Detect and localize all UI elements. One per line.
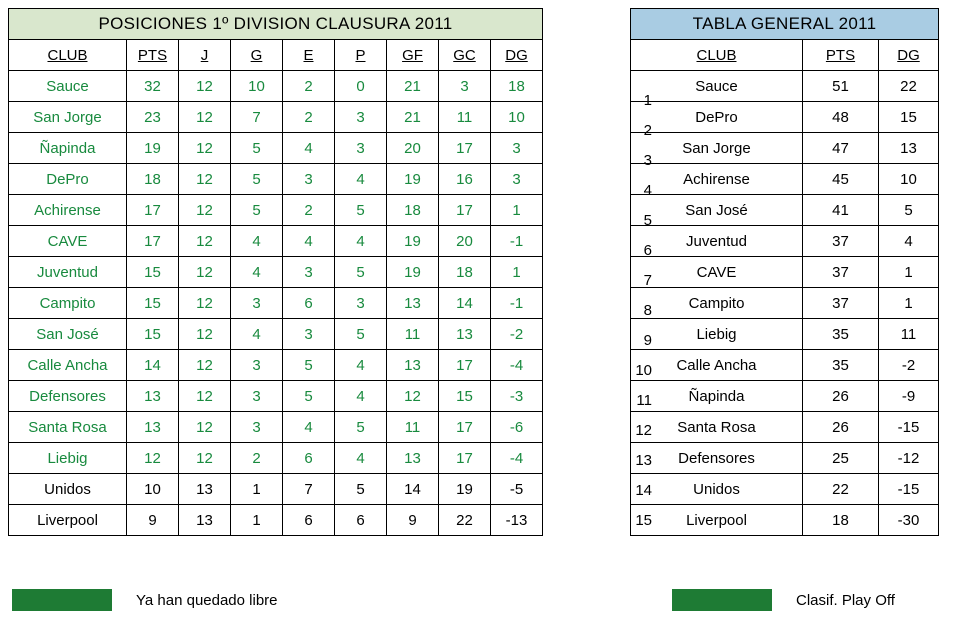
left-cell-gc: 15 — [439, 381, 491, 412]
table-row — [9, 412, 543, 443]
right-cell-club: Calle Ancha — [631, 350, 803, 381]
left-cell-g: 10 — [231, 71, 283, 102]
legend-swatch-icon — [12, 589, 112, 611]
right-cell-club: Defensores — [631, 443, 803, 474]
left-cell-e: 4 — [283, 226, 335, 257]
rank-value: 15 — [635, 512, 652, 529]
left-cell-club: Achirense — [9, 195, 127, 226]
clausura-standings-table — [8, 8, 543, 536]
left-cell-pts: 15 — [127, 257, 179, 288]
left-header-row — [9, 40, 543, 71]
table-row — [631, 381, 939, 412]
left-cell-p: 5 — [335, 319, 387, 350]
left-cell-e: 2 — [283, 195, 335, 226]
left-cell-e: 6 — [283, 443, 335, 474]
table-row — [9, 319, 543, 350]
table-row — [9, 71, 543, 102]
right-cell-pts: 51 — [803, 71, 879, 102]
rank-value: 6 — [643, 242, 652, 259]
left-cell-p: 4 — [335, 164, 387, 195]
left-cell-pts: 19 — [127, 133, 179, 164]
left-cell-gf: 11 — [387, 319, 439, 350]
left-cell-dg: 18 — [491, 71, 543, 102]
left-cell-dg: -13 — [491, 505, 543, 536]
left-cell-g: 7 — [231, 102, 283, 133]
left-cell-pts: 14 — [127, 350, 179, 381]
left-cell-dg: -2 — [491, 319, 543, 350]
left-cell-pts: 23 — [127, 102, 179, 133]
right-cell-pts: 48 — [803, 102, 879, 133]
left-cell-g: 5 — [231, 133, 283, 164]
left-cell-e: 4 — [283, 133, 335, 164]
table-row — [9, 350, 543, 381]
left-cell-g: 1 — [231, 474, 283, 505]
left-cell-p: 4 — [335, 443, 387, 474]
left-cell-p: 5 — [335, 412, 387, 443]
table-row — [9, 195, 543, 226]
rank-value: 9 — [643, 332, 652, 349]
rank-value: 4 — [643, 182, 652, 199]
left-header-dg: DG — [491, 40, 543, 71]
left-cell-e: 5 — [283, 381, 335, 412]
table-row — [631, 505, 939, 536]
left-cell-gc: 17 — [439, 443, 491, 474]
left-cell-e: 3 — [283, 319, 335, 350]
right-cell-pts: 35 — [803, 319, 879, 350]
left-header-gc: GC — [439, 40, 491, 71]
left-cell-club: Campito — [9, 288, 127, 319]
right-cell-club: San Jorge — [631, 133, 803, 164]
left-header-pts: PTS — [127, 40, 179, 71]
left-cell-j: 12 — [179, 133, 231, 164]
legend — [0, 589, 962, 619]
left-cell-club: DePro — [9, 164, 127, 195]
left-cell-pts: 15 — [127, 319, 179, 350]
left-cell-club: Liverpool — [9, 505, 127, 536]
left-cell-p: 3 — [335, 288, 387, 319]
left-cell-gf: 19 — [387, 164, 439, 195]
right-cell-pts: 45 — [803, 164, 879, 195]
left-cell-j: 12 — [179, 102, 231, 133]
legend-label-libre: Ya han quedado libre — [136, 591, 278, 609]
left-cell-club: Juventud — [9, 257, 127, 288]
table-row — [9, 164, 543, 195]
right-cell-pts: 22 — [803, 474, 879, 505]
left-cell-dg: 3 — [491, 133, 543, 164]
right-cell-pts: 35 — [803, 350, 879, 381]
left-header-e: E — [283, 40, 335, 71]
left-cell-club: Santa Rosa — [9, 412, 127, 443]
left-cell-gc: 17 — [439, 412, 491, 443]
left-cell-j: 12 — [179, 350, 231, 381]
left-cell-pts: 10 — [127, 474, 179, 505]
right-title-row — [631, 9, 939, 40]
right-cell-pts: 18 — [803, 505, 879, 536]
table-row — [9, 102, 543, 133]
table-row — [631, 164, 939, 195]
left-cell-g: 5 — [231, 164, 283, 195]
right-cell-club: Juventud — [631, 226, 803, 257]
left-cell-j: 12 — [179, 164, 231, 195]
left-cell-p: 4 — [335, 350, 387, 381]
right-cell-dg: 4 — [879, 226, 939, 257]
rank-value: 12 — [635, 422, 652, 439]
left-cell-pts: 18 — [127, 164, 179, 195]
rank-value: 3 — [643, 152, 652, 169]
table-row — [631, 350, 939, 381]
left-header-p: P — [335, 40, 387, 71]
left-cell-e: 3 — [283, 257, 335, 288]
table-row — [631, 195, 939, 226]
right-cell-dg: 11 — [879, 319, 939, 350]
right-table-title: TABLA GENERAL 2011 — [631, 9, 939, 40]
left-cell-dg: -4 — [491, 350, 543, 381]
right-header-row — [631, 40, 939, 71]
left-cell-dg: 1 — [491, 195, 543, 226]
table-row — [631, 412, 939, 443]
left-cell-e: 3 — [283, 164, 335, 195]
left-header-g: G — [231, 40, 283, 71]
right-header-dg: DG — [879, 40, 939, 71]
right-cell-pts: 41 — [803, 195, 879, 226]
left-cell-club: San Jorge — [9, 102, 127, 133]
right-cell-club: Unidos — [631, 474, 803, 505]
right-cell-pts: 37 — [803, 288, 879, 319]
table-row — [9, 257, 543, 288]
left-cell-j: 12 — [179, 288, 231, 319]
table-row — [631, 226, 939, 257]
right-cell-dg: -2 — [879, 350, 939, 381]
left-cell-g: 2 — [231, 443, 283, 474]
right-cell-dg: -15 — [879, 412, 939, 443]
legend-label-playoff: Clasif. Play Off — [796, 591, 895, 609]
left-cell-j: 12 — [179, 71, 231, 102]
left-cell-p: 0 — [335, 71, 387, 102]
table-row — [9, 226, 543, 257]
rank-value: 8 — [643, 302, 652, 319]
left-table-title: POSICIONES 1º DIVISION CLAUSURA 2011 — [9, 9, 543, 40]
legend-item-libre — [12, 589, 278, 611]
table-row — [9, 443, 543, 474]
right-cell-dg: -30 — [879, 505, 939, 536]
left-cell-gf: 13 — [387, 350, 439, 381]
left-cell-pts: 17 — [127, 195, 179, 226]
right-cell-dg: -15 — [879, 474, 939, 505]
left-cell-g: 3 — [231, 381, 283, 412]
left-cell-dg: -4 — [491, 443, 543, 474]
left-cell-j: 12 — [179, 412, 231, 443]
left-cell-gc: 20 — [439, 226, 491, 257]
left-cell-dg: -3 — [491, 381, 543, 412]
right-cell-club: Achirense — [631, 164, 803, 195]
left-cell-pts: 15 — [127, 288, 179, 319]
left-cell-dg: 3 — [491, 164, 543, 195]
left-header-gf: GF — [387, 40, 439, 71]
left-cell-pts: 12 — [127, 443, 179, 474]
rank-value: 5 — [643, 212, 652, 229]
table-row — [631, 71, 939, 102]
left-cell-dg: 1 — [491, 257, 543, 288]
right-cell-club: Santa Rosa — [631, 412, 803, 443]
right-cell-pts: 37 — [803, 226, 879, 257]
left-cell-g: 5 — [231, 195, 283, 226]
table-row — [9, 288, 543, 319]
left-cell-g: 3 — [231, 412, 283, 443]
left-cell-e: 7 — [283, 474, 335, 505]
left-cell-g: 4 — [231, 226, 283, 257]
general-standings-panel — [630, 8, 955, 536]
left-cell-gf: 21 — [387, 102, 439, 133]
left-header-j: J — [179, 40, 231, 71]
left-cell-gc: 19 — [439, 474, 491, 505]
left-cell-gf: 19 — [387, 226, 439, 257]
left-cell-dg: -1 — [491, 288, 543, 319]
legend-swatch-icon — [672, 589, 772, 611]
table-row — [631, 319, 939, 350]
left-cell-p: 3 — [335, 102, 387, 133]
right-cell-pts: 47 — [803, 133, 879, 164]
table-row — [9, 474, 543, 505]
right-cell-club: San José — [631, 195, 803, 226]
left-title-row — [9, 9, 543, 40]
right-cell-dg: 1 — [879, 257, 939, 288]
left-cell-gc: 16 — [439, 164, 491, 195]
left-cell-club: Calle Ancha — [9, 350, 127, 381]
left-cell-gf: 9 — [387, 505, 439, 536]
left-cell-club: Sauce — [9, 71, 127, 102]
left-cell-pts: 17 — [127, 226, 179, 257]
left-cell-p: 3 — [335, 133, 387, 164]
right-cell-dg: 1 — [879, 288, 939, 319]
left-cell-p: 5 — [335, 474, 387, 505]
left-cell-e: 6 — [283, 288, 335, 319]
table-row — [9, 505, 543, 536]
general-standings-table — [630, 8, 939, 536]
left-cell-j: 12 — [179, 195, 231, 226]
left-header-club: CLUB — [9, 40, 127, 71]
left-cell-e: 4 — [283, 412, 335, 443]
left-cell-gc: 18 — [439, 257, 491, 288]
left-cell-j: 12 — [179, 319, 231, 350]
left-cell-j: 13 — [179, 474, 231, 505]
left-cell-gc: 14 — [439, 288, 491, 319]
left-cell-j: 12 — [179, 257, 231, 288]
right-cell-pts: 26 — [803, 412, 879, 443]
left-cell-j: 12 — [179, 381, 231, 412]
left-cell-j: 12 — [179, 443, 231, 474]
left-cell-p: 5 — [335, 257, 387, 288]
left-cell-pts: 32 — [127, 71, 179, 102]
left-cell-e: 2 — [283, 71, 335, 102]
left-cell-gf: 14 — [387, 474, 439, 505]
right-cell-pts: 25 — [803, 443, 879, 474]
left-cell-dg: -5 — [491, 474, 543, 505]
clausura-standings-panel — [8, 8, 586, 536]
rank-value: 2 — [643, 122, 652, 139]
left-cell-p: 5 — [335, 195, 387, 226]
right-cell-club: Liverpool — [631, 505, 803, 536]
left-cell-j: 12 — [179, 226, 231, 257]
right-header-pts: PTS — [803, 40, 879, 71]
table-row — [9, 133, 543, 164]
left-cell-dg: -6 — [491, 412, 543, 443]
left-cell-gf: 18 — [387, 195, 439, 226]
right-cell-club: Campito — [631, 288, 803, 319]
left-cell-p: 6 — [335, 505, 387, 536]
right-header-club: CLUB — [631, 40, 803, 71]
left-cell-gf: 13 — [387, 443, 439, 474]
table-row — [631, 133, 939, 164]
left-cell-e: 6 — [283, 505, 335, 536]
left-cell-gc: 11 — [439, 102, 491, 133]
left-cell-g: 3 — [231, 350, 283, 381]
left-cell-gf: 21 — [387, 71, 439, 102]
left-cell-gc: 22 — [439, 505, 491, 536]
left-cell-club: Liebig — [9, 443, 127, 474]
left-cell-e: 2 — [283, 102, 335, 133]
left-cell-j: 13 — [179, 505, 231, 536]
right-cell-dg: 15 — [879, 102, 939, 133]
table-row — [631, 257, 939, 288]
table-row — [631, 102, 939, 133]
left-cell-gc: 17 — [439, 133, 491, 164]
right-cell-dg: 13 — [879, 133, 939, 164]
left-cell-club: Ñapinda — [9, 133, 127, 164]
left-cell-gf: 19 — [387, 257, 439, 288]
right-cell-pts: 37 — [803, 257, 879, 288]
rank-value: 13 — [635, 452, 652, 469]
left-cell-gc: 3 — [439, 71, 491, 102]
legend-item-playoff — [672, 589, 895, 611]
right-cell-pts: 26 — [803, 381, 879, 412]
left-cell-g: 4 — [231, 257, 283, 288]
table-row — [631, 474, 939, 505]
right-cell-club: CAVE — [631, 257, 803, 288]
left-cell-dg: -1 — [491, 226, 543, 257]
table-row — [631, 288, 939, 319]
table-row — [9, 381, 543, 412]
rank-value: 1 — [643, 92, 652, 109]
left-cell-gf: 20 — [387, 133, 439, 164]
left-cell-p: 4 — [335, 381, 387, 412]
rank-value: 11 — [636, 392, 652, 409]
left-cell-g: 3 — [231, 288, 283, 319]
left-cell-gf: 13 — [387, 288, 439, 319]
right-cell-dg: 5 — [879, 195, 939, 226]
left-cell-pts: 9 — [127, 505, 179, 536]
left-cell-gc: 17 — [439, 350, 491, 381]
right-cell-dg: -9 — [879, 381, 939, 412]
left-cell-pts: 13 — [127, 412, 179, 443]
right-cell-club: Ñapinda — [631, 381, 803, 412]
left-cell-pts: 13 — [127, 381, 179, 412]
left-cell-gc: 13 — [439, 319, 491, 350]
left-cell-e: 5 — [283, 350, 335, 381]
left-cell-gf: 12 — [387, 381, 439, 412]
right-cell-dg: 10 — [879, 164, 939, 195]
rank-value: 10 — [635, 362, 652, 379]
right-cell-club: DePro — [631, 102, 803, 133]
left-cell-club: CAVE — [9, 226, 127, 257]
left-cell-g: 1 — [231, 505, 283, 536]
table-row — [631, 443, 939, 474]
left-cell-club: Unidos — [9, 474, 127, 505]
left-cell-gf: 11 — [387, 412, 439, 443]
left-cell-g: 4 — [231, 319, 283, 350]
left-cell-club: San José — [9, 319, 127, 350]
right-cell-dg: -12 — [879, 443, 939, 474]
right-cell-club: Liebig — [631, 319, 803, 350]
rank-value: 14 — [635, 482, 652, 499]
left-cell-p: 4 — [335, 226, 387, 257]
right-cell-dg: 22 — [879, 71, 939, 102]
rank-value: 7 — [643, 272, 652, 289]
left-cell-dg: 10 — [491, 102, 543, 133]
left-cell-club: Defensores — [9, 381, 127, 412]
left-cell-gc: 17 — [439, 195, 491, 226]
right-cell-club: Sauce — [631, 71, 803, 102]
